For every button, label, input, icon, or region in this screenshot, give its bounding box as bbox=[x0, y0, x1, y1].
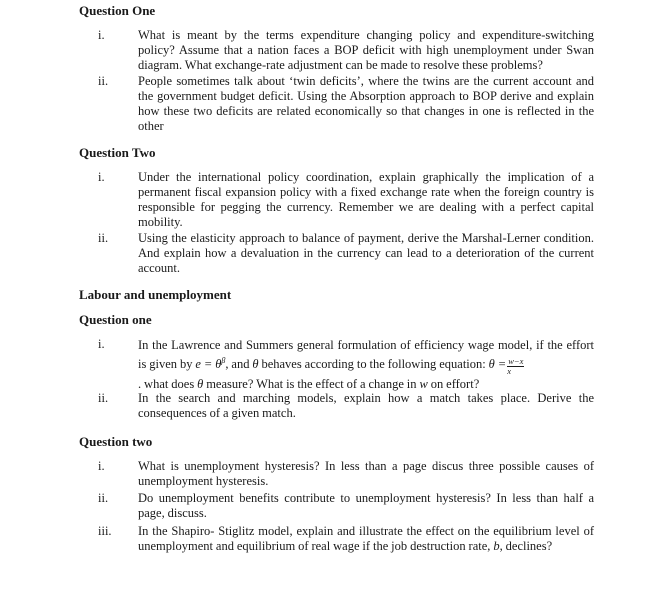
w-symbol: w bbox=[419, 377, 428, 392]
fraction-numerator: w−x bbox=[508, 356, 524, 367]
item-number: ii. bbox=[98, 74, 109, 88]
item-text: What is unemployment hysteresis? In less than a page discus three possible causes of unemployment hysteresis. bbox=[138, 459, 594, 488]
text-segment: , declines? bbox=[499, 539, 553, 553]
item-number: iii. bbox=[98, 524, 112, 538]
item-number: ii. bbox=[98, 391, 109, 405]
heading-labour-and-unemployment: Labour and unemployment bbox=[79, 287, 232, 302]
item-text: People sometimes talk about ‘twin deficits’, where the twins are the current account and the government budget deficit. Using the Absorption approach to BOP derive and explain how these two deficits are related economically so that changes in one is reflected in the other bbox=[138, 74, 594, 133]
heading-question-two: Question Two bbox=[79, 145, 156, 160]
item-number: i. bbox=[98, 170, 105, 184]
fraction-denominator: x bbox=[507, 366, 511, 377]
item-number: i. bbox=[98, 28, 105, 42]
text-segment: on effort? bbox=[427, 377, 480, 392]
text-segment: behaves according to the following equation: bbox=[258, 357, 489, 372]
item-text: Using the elasticity approach to balance of payment, derive the Marshal-Lerner condition. And explain how a devaluation in the currency can lead to a deterioration of the current account. bbox=[138, 231, 594, 275]
text-segment: . what does bbox=[138, 377, 198, 392]
item-text: Do unemployment benefits contribute to unemployment hysteresis? In less than half a page, discuss. bbox=[138, 491, 594, 520]
item-text: What is meant by the terms expenditure changing policy and expenditure-switching policy? Assume that a nation faces a BOP deficit with high unemployment under Swan diagram. What exchange-rate adjustment can be made to resolve these problems? bbox=[138, 28, 594, 72]
text-segment: , and bbox=[225, 357, 253, 372]
text-segment: In the Lawrence and Summers general formulation of efficiency wage model, if the effort is given by bbox=[138, 338, 594, 372]
fraction bbox=[507, 357, 524, 376]
heading-question-one-labour: Question one bbox=[79, 312, 152, 327]
heading-question-one: Question One bbox=[79, 3, 156, 18]
text-segment: measure? What is the effect of a change in bbox=[203, 377, 420, 392]
b-symbol: b bbox=[493, 539, 500, 553]
theta-symbol: θ bbox=[252, 357, 259, 372]
item-number: i. bbox=[98, 459, 105, 473]
item-text-equation bbox=[138, 337, 594, 392]
effort-equation: $e = \theta^\beta$ bbox=[195, 356, 226, 372]
heading-question-two-labour: Question two bbox=[79, 434, 153, 449]
theta-equation: θ = bbox=[488, 357, 507, 372]
item-number: ii. bbox=[98, 491, 109, 505]
text-segment: In the Shapiro- Stiglitz model, explain and illustrate the effect on the equilibrium level of unemployment and equilibrium of real wage if the job destruction rate, bbox=[138, 524, 594, 553]
item-number: i. bbox=[98, 337, 105, 351]
theta-symbol: θ bbox=[197, 377, 204, 392]
item-number: ii. bbox=[98, 231, 109, 245]
item-text: In the search and marching models, explain how a match takes place. Derive the consequences of a given match. bbox=[138, 391, 594, 420]
item-text-job-destruction bbox=[138, 524, 594, 554]
item-text: Under the international policy coordination, explain graphically the implication of a permanent fiscal expansion policy with a fixed exchange rate when the foreign country is responsible for pegging the currency. Remember we are dealing with a perfect capital mobility. bbox=[138, 170, 594, 229]
